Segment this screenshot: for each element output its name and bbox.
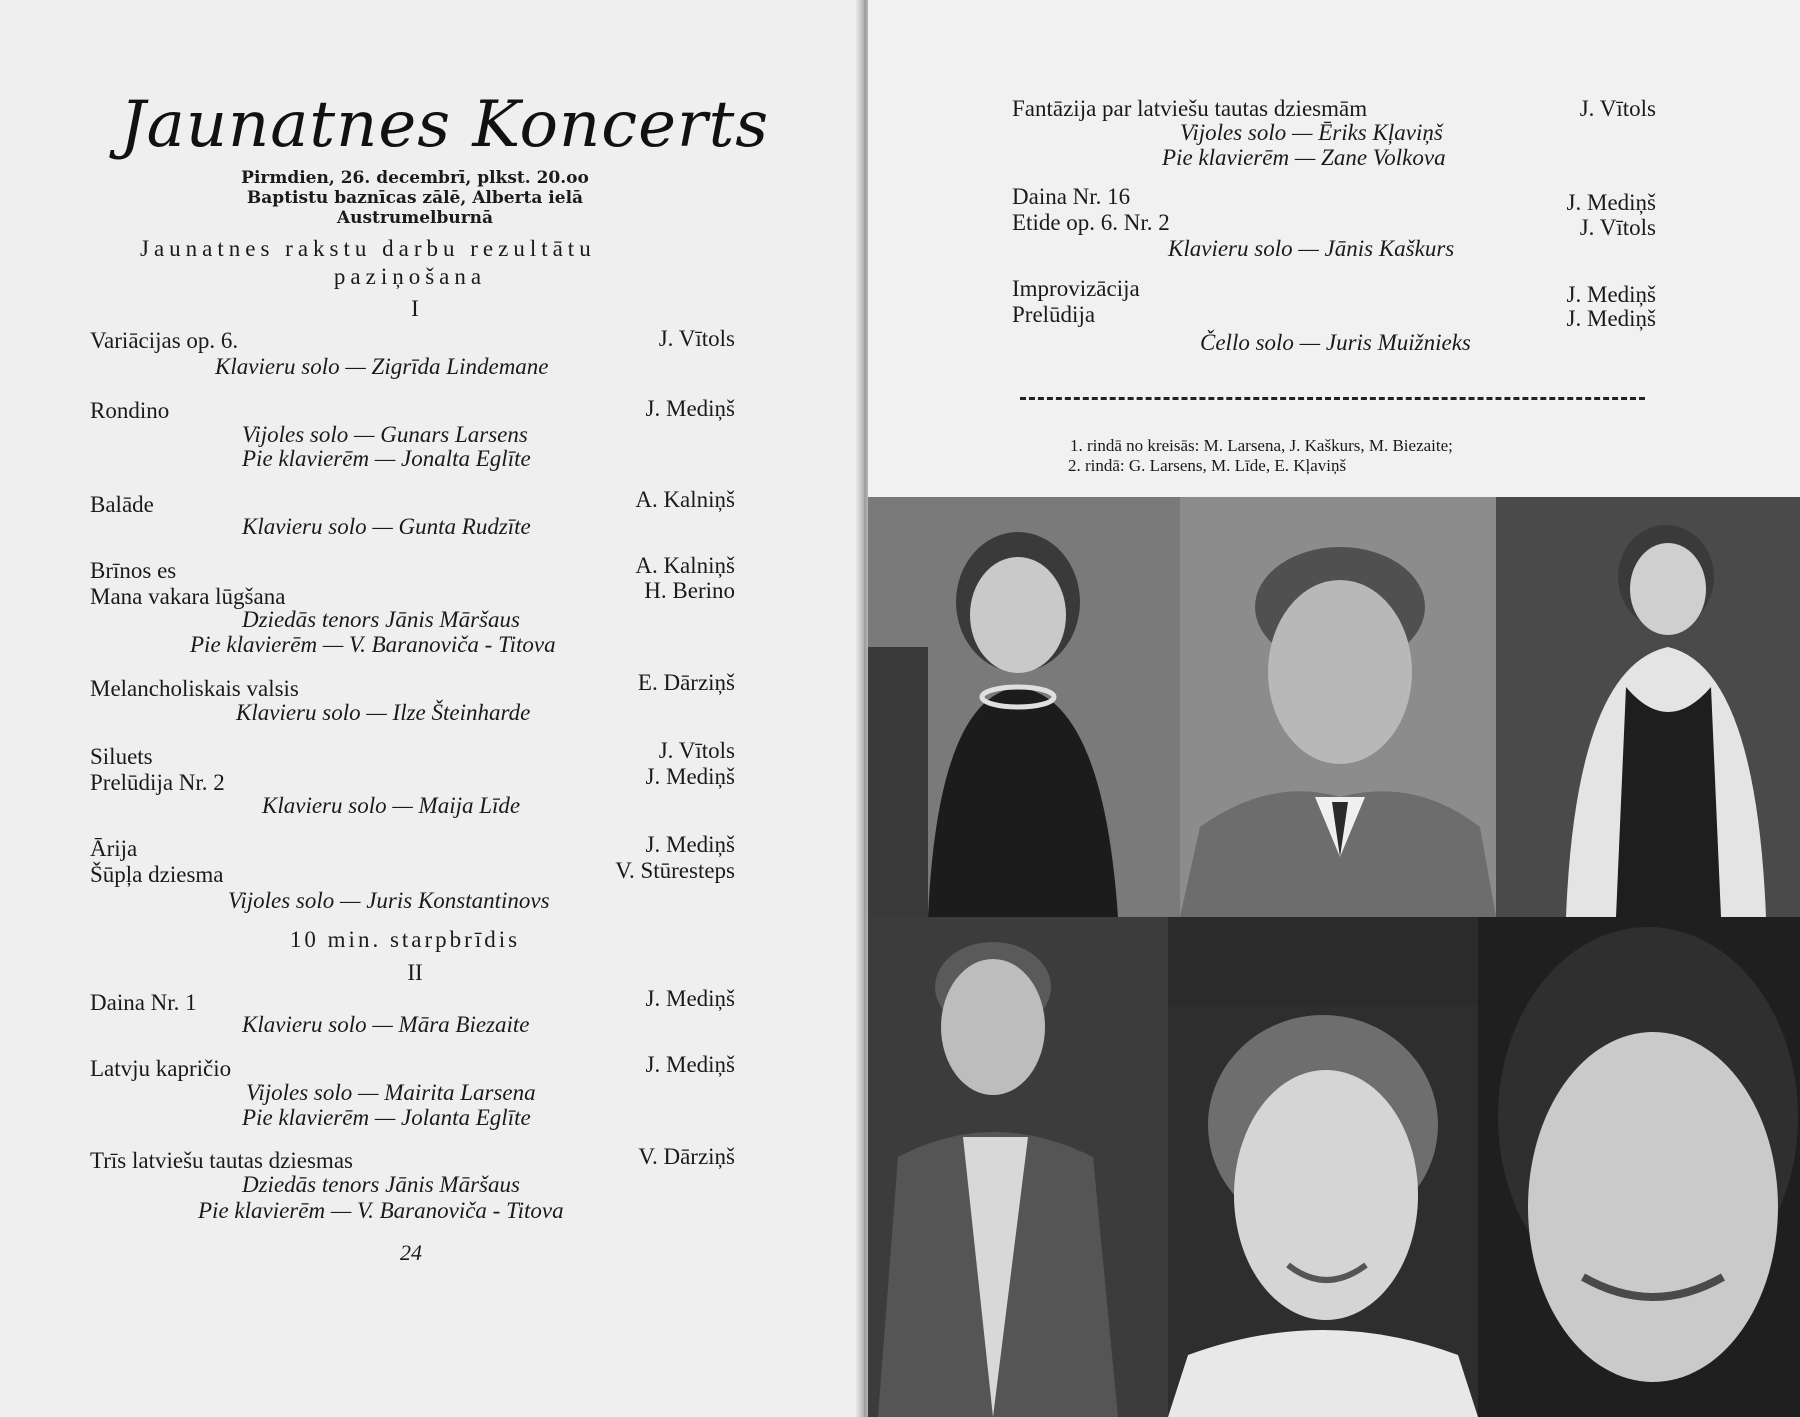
piece-title: Prelūdija [1012, 302, 1096, 327]
composer-name: J. Mediņš [1566, 306, 1656, 331]
part-one-heading: I [411, 296, 419, 321]
composer-name: V. Dārziņš [638, 1144, 735, 1169]
photo-girl-bottom-center [1168, 1005, 1478, 1417]
composer-name: J. Mediņš [645, 1052, 735, 1077]
performer-line: Klavieru solo — Ilze Šteinharde [236, 700, 531, 725]
composer-name: J. Mediņš [1566, 282, 1656, 307]
composer-name: A. Kalniņš [635, 553, 735, 578]
concert-title: Jaunatnes Koncerts [120, 88, 770, 162]
composer-name: V. Stūresteps [615, 858, 735, 883]
piece-title: Daina Nr. 16 [1012, 184, 1131, 209]
composer-name: J. Mediņš [645, 396, 735, 421]
piece-title: Trīs latviešu tautas dziesmas [90, 1148, 353, 1173]
performer-line: Pie klavierēm — Zane Volkova [1162, 145, 1446, 170]
piece-title: Mana vakara lūgšana [90, 584, 286, 609]
performer-line: Klavieru solo — Maija Līde [262, 793, 521, 818]
piece-title: Variācijas op. 6. [90, 328, 239, 353]
date-line: Pirmdien, 26. decembrī, plkst. 20.oo [241, 168, 589, 188]
composer-name: J. Mediņš [1566, 190, 1656, 215]
composer-name: E. Dārziņš [637, 670, 735, 695]
piece-title: Improvizācija [1012, 276, 1140, 301]
performer-line: Klavieru solo — Māra Biezaite [242, 1012, 530, 1037]
city-line: Austrumelburnā [336, 208, 494, 228]
photo-girl-top-right [1496, 497, 1800, 917]
piece-title: Ārija [90, 836, 138, 861]
performer-line: Pie klavierēm — V. Baranoviča - Titova [190, 632, 556, 657]
piece-title: Šūpļa dziesma [90, 862, 224, 887]
performer-line: Pie klavierēm — Jonalta Eglīte [242, 446, 531, 471]
performer-line: Klavieru solo — Gunta Rudzīte [242, 514, 531, 539]
composer-name: J. Vītols [1579, 96, 1656, 121]
piece-title: Prelūdija Nr. 2 [90, 770, 225, 795]
composer-name: H. Berino [644, 578, 735, 603]
announcement-line-2: paziņošana [333, 264, 487, 289]
composer-name: A. Kalniņš [635, 487, 735, 512]
performer-line: Vijoles solo — Juris Konstantinovs [228, 888, 550, 913]
performer-line: Vijoles solo — Gunars Larsens [242, 422, 528, 447]
announcement-line-1: Jaunatnes rakstu darbu rezultātu [140, 236, 596, 261]
photo-boy-bottom-right [1478, 917, 1800, 1417]
performer-line: Dziedās tenors Jānis Māršaus [242, 607, 520, 632]
performer-line: Vijoles solo — Ēriks Kļaviņš [1180, 120, 1443, 145]
piece-title: Siluets [90, 744, 153, 769]
photo-boy-bottom-left [868, 917, 1168, 1417]
piece-title: Fantāzija par latviešu tautas dziesmām [1012, 96, 1368, 121]
performer-line: Vijoles solo — Mairita Larsena [246, 1080, 536, 1105]
performer-line: Čello solo — Juris Muižnieks [1200, 330, 1471, 355]
composer-name: J. Mediņš [645, 832, 735, 857]
dashed-divider [1020, 397, 1645, 400]
performer-line: Dziedās tenors Jānis Māršaus [242, 1172, 520, 1197]
performer-line: Pie klavierēm — Jolanta Eglīte [242, 1105, 531, 1130]
photo-caption-line-2: 2. rindā: G. Larsens, M. Līde, E. Kļaviņš [1068, 456, 1347, 475]
composer-name: J. Mediņš [645, 986, 735, 1011]
performer-line: Klavieru solo — Jānis Kaškurs [1168, 236, 1455, 261]
performer-line: Pie klavierēm — V. Baranoviča - Titova [198, 1198, 564, 1223]
intermission-line: 10 min. starpbrīdis [289, 927, 521, 952]
venue-line: Baptistu baznīcas zālē, Alberta ielā [246, 188, 584, 208]
composer-name: J. Vītols [658, 326, 735, 351]
composer-name: J. Vītols [658, 738, 735, 763]
piece-title: Etide op. 6. Nr. 2 [1012, 210, 1170, 235]
photo-boy-top-center [1180, 497, 1496, 917]
part-two-heading: II [407, 960, 423, 985]
piece-title: Brīnos es [90, 558, 177, 583]
page-number: 24 [400, 1240, 422, 1265]
performer-line: Klavieru solo — Zigrīda Lindemane [215, 354, 549, 379]
photo-caption-line-1: 1. rindā no kreisās: M. Larsena, J. Kaškurs, M. Biezaite; [1070, 436, 1453, 455]
photo-girl-top-left [868, 497, 1180, 917]
photo-collage [868, 497, 1800, 1417]
piece-title: Melancholiskais valsis [90, 676, 299, 701]
piece-title: Latvju kapričio [90, 1056, 232, 1081]
piece-title: Balāde [90, 492, 154, 517]
piece-title: Daina Nr. 1 [90, 990, 197, 1015]
composer-name: J. Mediņš [645, 764, 735, 789]
composer-name: J. Vītols [1579, 215, 1656, 240]
piece-title: Rondino [90, 398, 170, 423]
